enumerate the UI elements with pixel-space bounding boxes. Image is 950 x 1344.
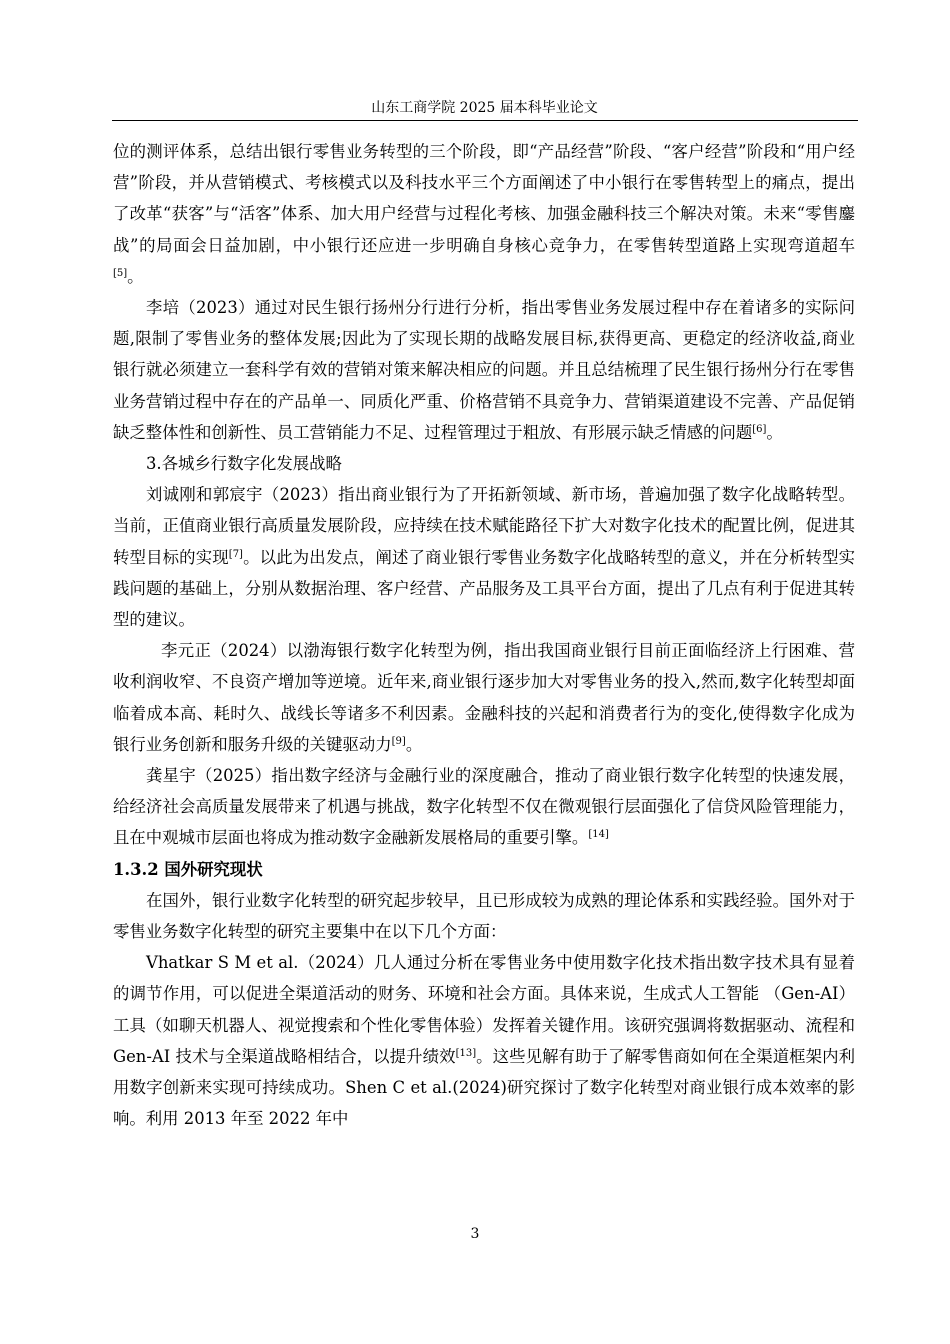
citation: [9] (391, 735, 406, 747)
body-text (113, 136, 855, 1135)
page-number: 3 (470, 1226, 480, 1242)
paragraph: Vhatkar S M et al.（2024）几人通过分析在零售业务中使用数字化技术指出数字技术具有显着的调节作用，可以促进全渠道活动的财务、环境和社会方面。具体来说，生成式人工智能 （Gen-AI） 工具（如聊天机器人、视觉搜索和个性化零售体验）发挥着关键作用。该研究强调将数据驱动、流程和 Gen-AI 技术与全渠道战略相结合，以提升绩效[13]。这些见解有助于了解零售商如何在全渠道框架内利用数字创新来实现可持续成功。Shen C et al.(2024)研究探讨了数字化转型对商业银行成本效率的影响。利用 2013 年至 2022 年中 (113, 953, 855, 1129)
paragraph: 刘诚刚和郭宸宇（2023）指出商业银行为了开拓新领域、新市场，普遍加强了数字化战略转型。当前，正值商业银行高质量发展阶段，应持续在技术赋能路径下扩大对数字化技术的配置比例，促进其转型目标的实现[7]。以此为出发点，阐述了商业银行零售业务数字化战略转型的意义，并在分析转型实践问题的基础上，分别从数据治理、客户经营、产品服务及工具平台方面，提出了几点有利于促进其转型的建议。 (113, 485, 856, 630)
paragraph: 龚星宇（2025）指出数字经济与金融行业的深度融合，推动了商业银行数字化转型的快速发展，给经济社会高质量发展带来了机遇与挑战，数字化转型不仅在微观银行层面强化了信贷风险管理能力，且在中观城市层面也将成为推动数字金融新发展格局的重要引擎。[14] (113, 766, 855, 848)
citation: [6] (752, 423, 767, 435)
citation: [14] (588, 829, 609, 841)
paragraph: 李元正（2024）以渤海银行数字化转型为例，指出我国商业银行目前正面临经济上行困难、营收利润收窄、不良资产增加等逆境。近年来,商业银行逐步加大对零售业务的投入,然而,数字化转型却面临着成本高、耗时久、战线长等诸多不利因素。金融科技的兴起和消费者行为的变化,使得数字化成为银行业务创新和服务升级的关键驱动力[9]。 (113, 641, 855, 754)
citation: [7] (228, 548, 243, 560)
sub-heading: 3.各城乡行数字化发展战略 (146, 454, 342, 474)
paragraph: 位的测评体系，总结出银行零售业务转型的三个阶段，即“产品经营”阶段、“客户经营”阶段和“用户经营”阶段，并从营销模式、考核模式以及科技水平三个方面阐述了中小银行在零售转型上的痛点，提出了改革“获客”与“活客”体系、加大用户经营与过程化考核、加强金融科技三个解决对策。未来“零售鏖战”的局面会日益加剧，中小银行还应进一步明确自身核心竞争力，在零售转型道路上实现弯道超车[5]。 (113, 142, 855, 286)
citation: [5] (113, 267, 128, 279)
running-header: 山东工商学院 2025 届本科毕业论文 (371, 100, 598, 116)
section-heading: 1.3.2 国外研究现状 (113, 859, 263, 879)
header-rule (112, 120, 858, 121)
paragraph: 在国外，银行业数字化转型的研究起步较早，且已形成较为成熟的理论体系和实践经验。国外对于零售业务数字化转型的研究主要集中在以下几个方面： (113, 890, 855, 942)
paragraph: 李培（2023）通过对民生银行扬州分行进行分析，指出零售业务发展过程中存在着诸多的实际问题,限制了零售业务的整体发展;因此为了实现长期的战略发展目标,获得更高、更稳定的经济收益,商业银行就必须建立一套科学有效的营销对策来解决相应的问题。并且总结梳理了民生银行扬州分行在零售业务营销过程中存在的产品单一、同质化严重、价格营销不具竞争力、营销渠道建设不完善、产品促销缺乏整体性和创新性、员工营销能力不足、过程管理过于粗放、有形展示缺乏情感的问题[6]。 (113, 298, 855, 442)
citation: [13] (455, 1047, 477, 1059)
